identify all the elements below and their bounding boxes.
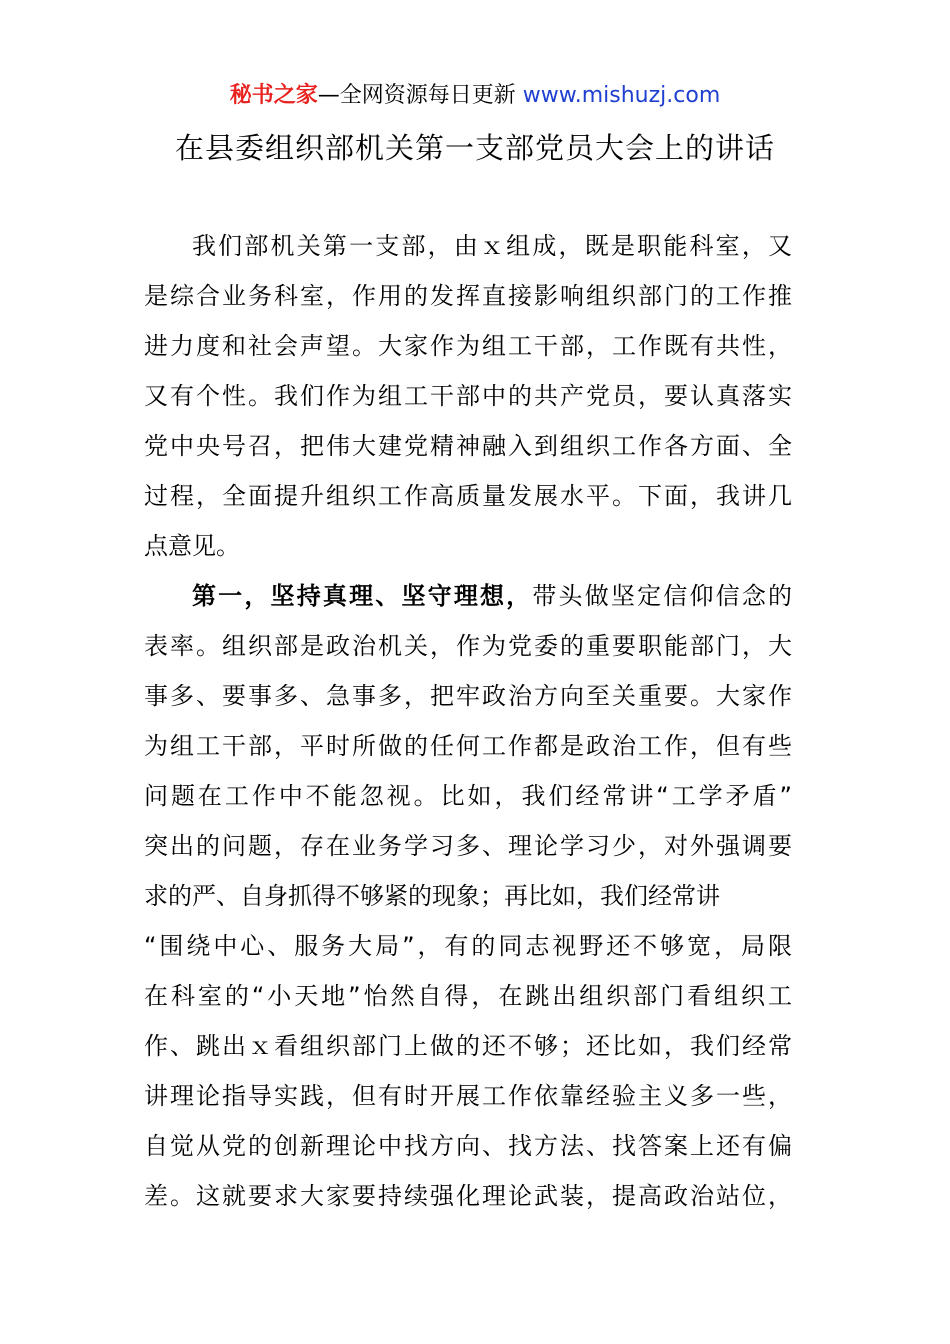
site-url-link[interactable]: www.mishuzj.com	[522, 83, 721, 108]
paragraph-line: 为组工干部，平时所做的任何工作都是政治工作，但有些	[144, 732, 792, 760]
paragraph-line: 作、跳出ｘ看组织部门上做的还不够；还比如，我们经常	[144, 1032, 792, 1060]
paragraph-line: 差。这就要求大家要持续强化理论武装，提高政治站位，	[144, 1182, 792, 1210]
paragraph-line: 我们部机关第一支部，由ｘ组成，既是职能科室，又	[192, 232, 792, 260]
document-title: 在县委组织部机关第一支部党员大会上的讲话	[174, 131, 775, 165]
paragraph-line: 突出的问题，存在业务学习多、理论学习少，对外强调要	[144, 832, 792, 860]
paragraph-line: 过程，全面提升组织工作高质量发展水平。下面，我讲几	[144, 482, 792, 510]
paragraph-line: 进力度和社会声望。大家作为组工干部，工作既有共性，	[144, 332, 792, 360]
paragraph-line: 党中央号召，把伟大建党精神融入到组织工作各方面、全	[144, 432, 792, 460]
site-header	[0, 80, 950, 112]
section-heading-bold: 第一，坚持真理、坚守理想，	[192, 582, 533, 610]
paragraph-line: 又有个性。我们作为组工干部中的共产党员，要认真落实	[144, 382, 792, 410]
paragraph-line: 求的严、自身抓得不够紧的现象；再比如，我们经常讲	[144, 882, 720, 910]
site-brand: 秘书之家	[229, 83, 318, 108]
section-heading-line	[144, 571, 792, 621]
site-tagline: —全网资源每日更新	[317, 83, 523, 108]
paragraph-line: 自觉从党的创新理论中找方向、找方法、找答案上还有偏	[144, 1132, 792, 1160]
paragraph-line: 问题在工作中不能忽视。比如，我们经常讲“工学矛盾”	[144, 782, 792, 810]
paragraph-line: 点意见。	[144, 532, 240, 560]
document-body	[144, 221, 792, 1221]
paragraph-line: 是综合业务科室，作用的发挥直接影响组织部门的工作推	[144, 282, 792, 310]
paragraph-line: 表率。组织部是政治机关，作为党委的重要职能部门，大	[144, 632, 792, 660]
paragraph-line: 讲理论指导实践，但有时开展工作依靠经验主义多一些，	[144, 1082, 792, 1110]
paragraph-line: 在科室的“小天地”怡然自得，在跳出组织部门看组织工	[144, 982, 792, 1010]
paragraph-line: “围绕中心、服务大局”，有的同志视野还不够宽，局限	[144, 932, 792, 960]
paragraph-line: 事多、要事多、急事多，把牢政治方向至关重要。大家作	[144, 682, 792, 710]
section-heading-rest: 带头做坚定信仰信念的	[532, 582, 793, 610]
